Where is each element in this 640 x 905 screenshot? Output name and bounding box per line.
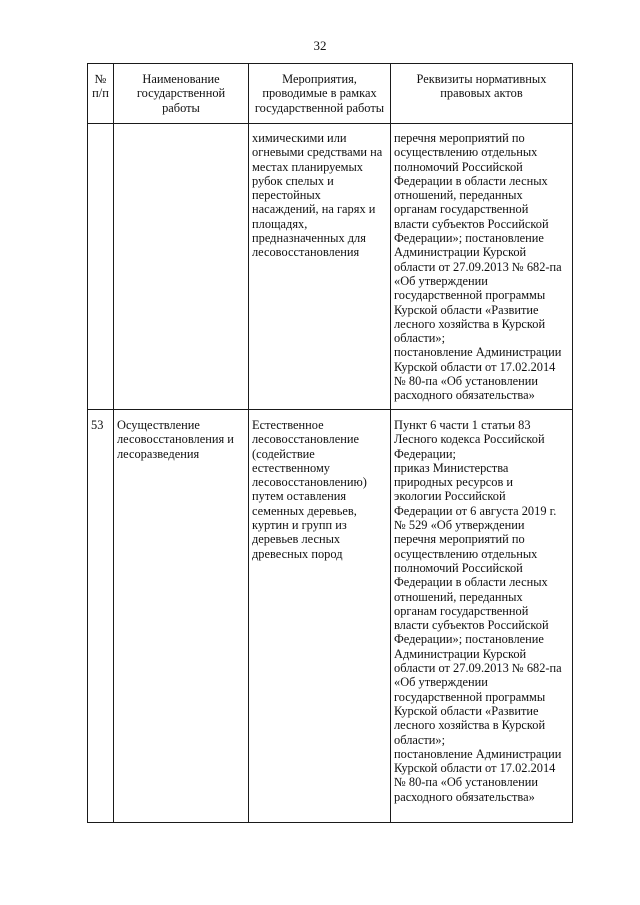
header-activities: Мероприятия, проводимые в рамках государственной работы [249,64,391,124]
regulations-table [87,63,573,823]
header-num: № п/п [88,64,114,124]
cell-activities: Естественное лесовосстановление (содействие естественному лесовосстановлению) путем оставления семенных деревьев, куртин и групп из деревьев лесных древесных пород [249,410,391,823]
page-number: 32 [313,38,327,53]
header-work-name: Наименование государственной работы [114,64,249,124]
cell-requisites: перечня мероприятий по осуществлению отдельных полномочий Российской Федерации в области лесных отношений, переданных органам государственной власти субъектов Российской Федерации»; постановление Администрации Курской области от 27.09.2013 № 682-па «Об утверждении государственной программы Курской области «Развитие лесного хозяйства в Курской области»; постановление Администрации Курской области от 17.02.2014 № 80-па «Об установлении расходного обязательства» [391,124,573,410]
cell-num [88,124,114,410]
table-header-row [88,64,573,124]
cell-activities: химическими или огневыми средствами на местах планируемых рубок спелых и перестойных насаждений, на гарях и площадях, предназначенных для лесовосстановления [249,124,391,410]
table-row [88,124,573,410]
header-requisites: Реквизиты нормативных правовых актов [391,64,573,124]
cell-work-name [114,124,249,410]
table-row [88,410,573,823]
cell-work-name: Осуществление лесовосстановления и лесоразведения [114,410,249,823]
cell-num: 53 [88,410,114,823]
cell-requisites: Пункт 6 части 1 статьи 83 Лесного кодекса Российской Федерации; приказ Министерства природных ресурсов и экологии Российской Федерации от 6 августа 2019 г. № 529 «Об утверждении перечня мероприятий по осуществлению отдельных полномочий Российской Федерации в области лесных отношений, переданных органам государственной власти субъектов Российской Федерации»; постановление Администрации Курской области от 27.09.2013 № 682-па «Об утверждении государственной программы Курской области «Развитие лесного хозяйства в Курской области»; постановление Администрации Курской области от 17.02.2014 № 80-па «Об установлении расходного обязательства» [391,410,573,823]
